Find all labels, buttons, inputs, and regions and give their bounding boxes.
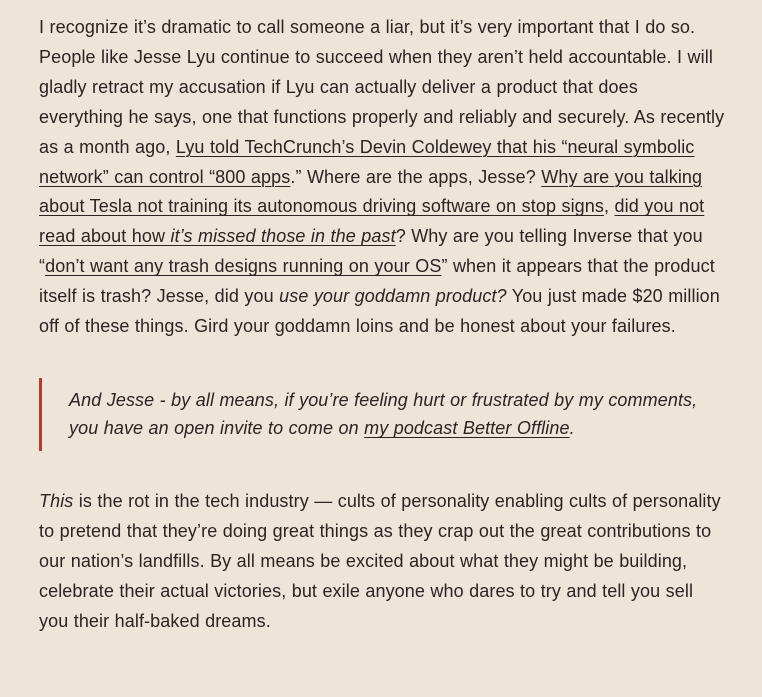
link-techcrunch-coldewey[interactable]: Lyu told TechCrunch’s Devin Coldewey that his “neural symbolic network” can control “800 apps <box>39 136 695 187</box>
link-text: did you not read about how <box>39 196 705 247</box>
paragraph-rot <box>39 487 725 637</box>
paragraph-text: , <box>604 196 615 217</box>
blockquote <box>39 378 725 451</box>
blockquote-end: . <box>569 418 575 439</box>
link-podcast-better-offline[interactable]: my podcast Better Offline <box>364 418 570 439</box>
paragraph-text: ? Why are you telling Inverse that you “ <box>39 226 703 277</box>
link-text-italic: it’s missed those in the past <box>170 226 396 247</box>
paragraph-text: You just made $20 million off of these things. Gird your goddamn loins and be honest about your failures. <box>39 286 720 337</box>
link-tesla-stop-signs[interactable]: Why are you talking about Tesla not training its autonomous driving software on stop signs <box>39 166 703 217</box>
paragraph-text: ” when it appears that the product itself is trash? Jesse, did you <box>39 256 715 307</box>
paragraph-accountability <box>39 13 725 342</box>
blockquote-body: And Jesse - by all means, if you’re feeling hurt or frustrated by my comments, you have an open invite to come on <box>69 389 698 439</box>
link-trash-designs[interactable]: don’t want any trash designs running on your OS <box>45 256 442 277</box>
paragraph-text: I recognize it’s dramatic to call someone a liar, but it’s very important that I do so. People like Jesse Lyu continue to succeed when they aren’t held accountable. I will gladly retract my accusation if Lyu can actually deliver a product that does everything he says, one that functions properly and reliably and securely. As recently as a month ago, <box>39 17 725 157</box>
paragraph-text: is the rot in the tech industry — cults of personality enabling cults of personality to pretend that they’re doing great things as they crap out the great contributions to our nation’s landfills. By all means be excited about what they might be building, celebrate their actual victories, but exile anyone who dares to try and tell you sell you their half-baked dreams. <box>39 490 721 631</box>
blockquote-text <box>69 386 725 443</box>
article-body <box>39 13 725 637</box>
emphasis-this: This <box>39 490 74 511</box>
paragraph-text: .” Where are the apps, Jesse? <box>290 166 542 187</box>
emphasis-use-product: use your goddamn product? <box>279 286 507 307</box>
